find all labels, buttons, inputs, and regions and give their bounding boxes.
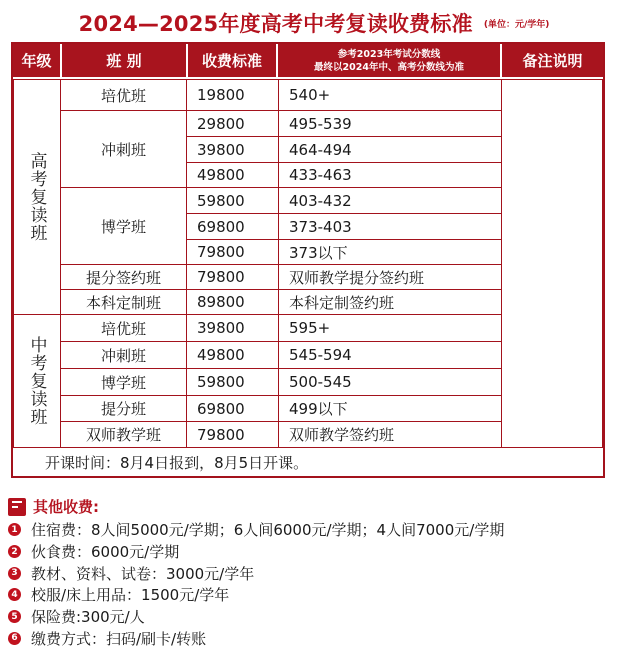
grade-gaokao-label: 高考复读班 <box>26 152 47 242</box>
table-cell-fee: 79800 <box>186 421 279 448</box>
table-cell-score: 373以下 <box>278 239 502 265</box>
table-cell-fee: 79800 <box>186 239 279 265</box>
table-cell-score: 403-432 <box>278 187 502 214</box>
unit-note: (单位：元/学年) <box>483 19 550 30</box>
notes-cell <box>501 79 603 448</box>
table-cell-class: 本科定制班 <box>60 289 187 315</box>
table-cell-class: 冲刺班 <box>60 341 187 369</box>
table-cell-class: 提分签约班 <box>60 264 187 290</box>
page-title: 2024—2025年度高考中考复读收费标准 <box>78 12 473 36</box>
schedule-note: 开课时间：8月4日报到，8月5日开课。 <box>45 453 309 472</box>
table-cell-fee: 59800 <box>186 368 279 396</box>
table-cell-class: 培优班 <box>60 314 187 342</box>
number-badge-icon: 2 <box>8 545 21 558</box>
table-cell-score: 495-539 <box>278 110 502 137</box>
table-cell-class: 培优班 <box>60 79 187 111</box>
header-fee: 收费标准 <box>188 44 276 77</box>
table-cell-class: 双师教学班 <box>60 421 187 448</box>
title-row <box>0 8 628 38</box>
table-cell-score: 540+ <box>278 79 502 111</box>
table-cell-score: 500-545 <box>278 368 502 396</box>
table-cell-score: 433-463 <box>278 162 502 188</box>
table-cell-class: 博学班 <box>60 187 187 265</box>
table-cell-score: 双师教学签约班 <box>278 421 502 448</box>
list-item <box>8 627 618 649</box>
table-cell-score: 499以下 <box>278 395 502 422</box>
header-reference-line1: 参考2023年考试分数线 <box>337 48 441 60</box>
header-reference <box>278 44 500 77</box>
fee-item-text: 教材、资料、试卷：3000元/学年 <box>31 564 255 583</box>
table-cell-class: 博学班 <box>60 368 187 396</box>
list-item <box>8 519 618 541</box>
header-reference-line2: 最终以2024年中、高考分数线为准 <box>314 61 464 73</box>
table-cell-score: 595+ <box>278 314 502 342</box>
table-cell-score: 本科定制签约班 <box>278 289 502 315</box>
number-badge-icon: 1 <box>8 523 21 536</box>
grade-gaokao <box>13 79 61 315</box>
table-cell-fee: 69800 <box>186 395 279 422</box>
list-item <box>8 562 618 584</box>
number-badge-icon: 6 <box>8 632 21 645</box>
fee-item-text: 校服/床上用品：1500元/学年 <box>31 586 230 605</box>
number-badge-icon: 3 <box>8 567 21 580</box>
grade-zhongkao <box>13 314 61 448</box>
grade-zhongkao-label: 中考复读班 <box>26 336 47 426</box>
header-grade: 年级 <box>13 44 60 77</box>
fee-item-text: 保险费:300元/人 <box>31 608 145 627</box>
table-cell-score: 545-594 <box>278 341 502 369</box>
list-item <box>8 606 618 628</box>
fee-item-text: 住宿费：8人间5000元/学期；6人间6000元/学期；4人间7000元/学期 <box>31 521 505 540</box>
table-cell-fee: 79800 <box>186 264 279 290</box>
table-cell-fee: 39800 <box>186 136 279 163</box>
list-item <box>8 541 618 563</box>
table-cell-score: 464-494 <box>278 136 502 163</box>
table-cell-score: 双师教学提分签约班 <box>278 264 502 290</box>
fee-item-text: 伙食费：6000元/学期 <box>31 543 180 562</box>
fee-table <box>11 42 605 478</box>
number-badge-icon: 4 <box>8 588 21 601</box>
table-cell-fee: 29800 <box>186 110 279 137</box>
other-fees-list <box>8 519 618 649</box>
header-notes: 备注说明 <box>502 44 603 77</box>
table-cell-score: 373-403 <box>278 213 502 240</box>
table-cell-class: 冲刺班 <box>60 110 187 188</box>
other-fees-heading <box>8 496 99 517</box>
number-badge-icon: 5 <box>8 610 21 623</box>
table-cell-class: 提分班 <box>60 395 187 422</box>
other-fees-title: 其他收费: <box>33 498 99 516</box>
table-cell-fee: 49800 <box>186 341 279 369</box>
table-cell-fee: 49800 <box>186 162 279 188</box>
table-cell-fee: 69800 <box>186 213 279 240</box>
book-icon <box>8 498 26 516</box>
header-class: 班 别 <box>62 44 186 77</box>
table-cell-fee: 39800 <box>186 314 279 342</box>
table-cell-fee: 59800 <box>186 187 279 214</box>
fee-item-text: 缴费方式：扫码/刷卡/转账 <box>31 629 207 648</box>
list-item <box>8 584 618 606</box>
table-cell-fee: 19800 <box>186 79 279 111</box>
table-cell-fee: 89800 <box>186 289 279 315</box>
